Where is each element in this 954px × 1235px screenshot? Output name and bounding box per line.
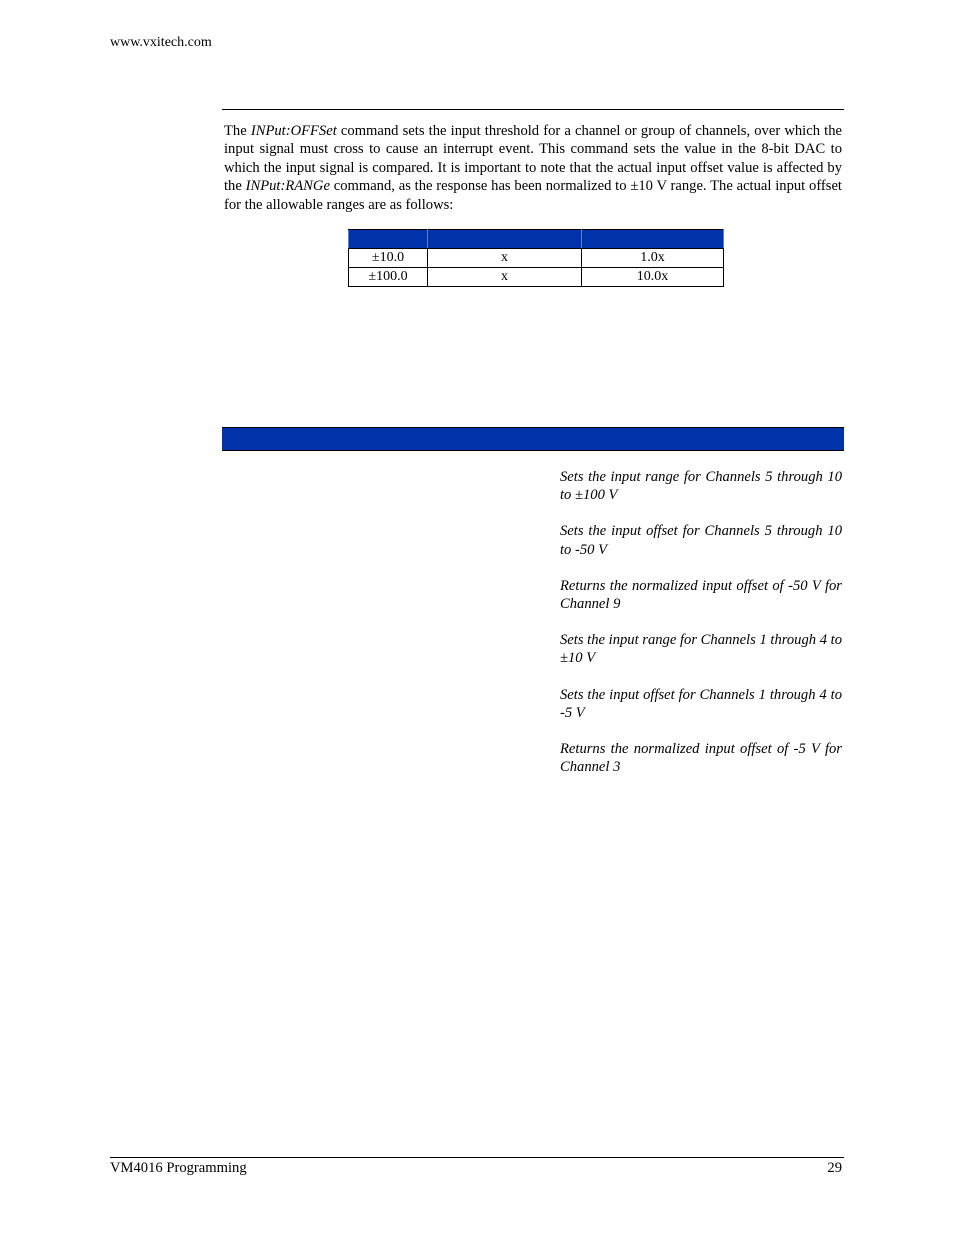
- offset-range-table: [348, 229, 724, 287]
- section-divider-top: [222, 109, 844, 110]
- example-description: Sets the input range for Channels 1 through 4 to ±10 V: [560, 632, 843, 667]
- table-header-cell: [428, 230, 582, 249]
- table-row: [349, 249, 724, 268]
- table-cell: x: [428, 268, 582, 287]
- footer-divider: [110, 1157, 844, 1158]
- table-cell: ±10.0: [349, 249, 428, 268]
- example-section-bar: [222, 427, 844, 451]
- desc-text-3: command, as the response has been normalized to ±10 V range. The actual input offset for the allowable ranges are as follows:: [224, 178, 842, 213]
- table-header-cell: [582, 230, 724, 249]
- page-number: 29: [827, 1160, 842, 1176]
- example-description: Returns the normalized input offset of -5 V for Channel 3: [560, 741, 842, 776]
- table-row: [349, 268, 724, 287]
- table-cell: x: [428, 249, 582, 268]
- table-header-cell: [349, 230, 428, 249]
- header-url: www.vxitech.com: [110, 35, 212, 50]
- example-description: Returns the normalized input offset of -50 V for Channel 9: [560, 577, 842, 613]
- command-name-offset: INPut:OFFSet: [250, 123, 337, 139]
- table-header-row: [349, 230, 724, 249]
- table-cell: 10.0x: [582, 268, 724, 287]
- desc-text-2: command sets the input threshold for a channel or group of channels, over which the input signal must cross to cause an interrupt event. This command sets the value in the 8-bit DAC to which the input signal is compared. It is important to note that the actual input offset value is affected by the: [224, 123, 842, 195]
- table-cell: ±100.0: [349, 268, 428, 287]
- command-name-range: INPut:RANGe: [245, 178, 330, 195]
- example-description: Sets the input offset for Channels 1 through 4 to -5 V: [560, 686, 842, 721]
- desc-text-1: The: [224, 123, 251, 139]
- example-description: Sets the input offset for Channels 5 through 10 to -50 V: [560, 523, 842, 558]
- example-descriptions: [560, 468, 842, 794]
- table-cell: 1.0x: [582, 249, 724, 268]
- command-description: [224, 122, 842, 214]
- footer-title: VM4016 Programming: [110, 1160, 247, 1176]
- example-description: Sets the input range for Channels 5 through 10 to ±100 V: [560, 469, 842, 504]
